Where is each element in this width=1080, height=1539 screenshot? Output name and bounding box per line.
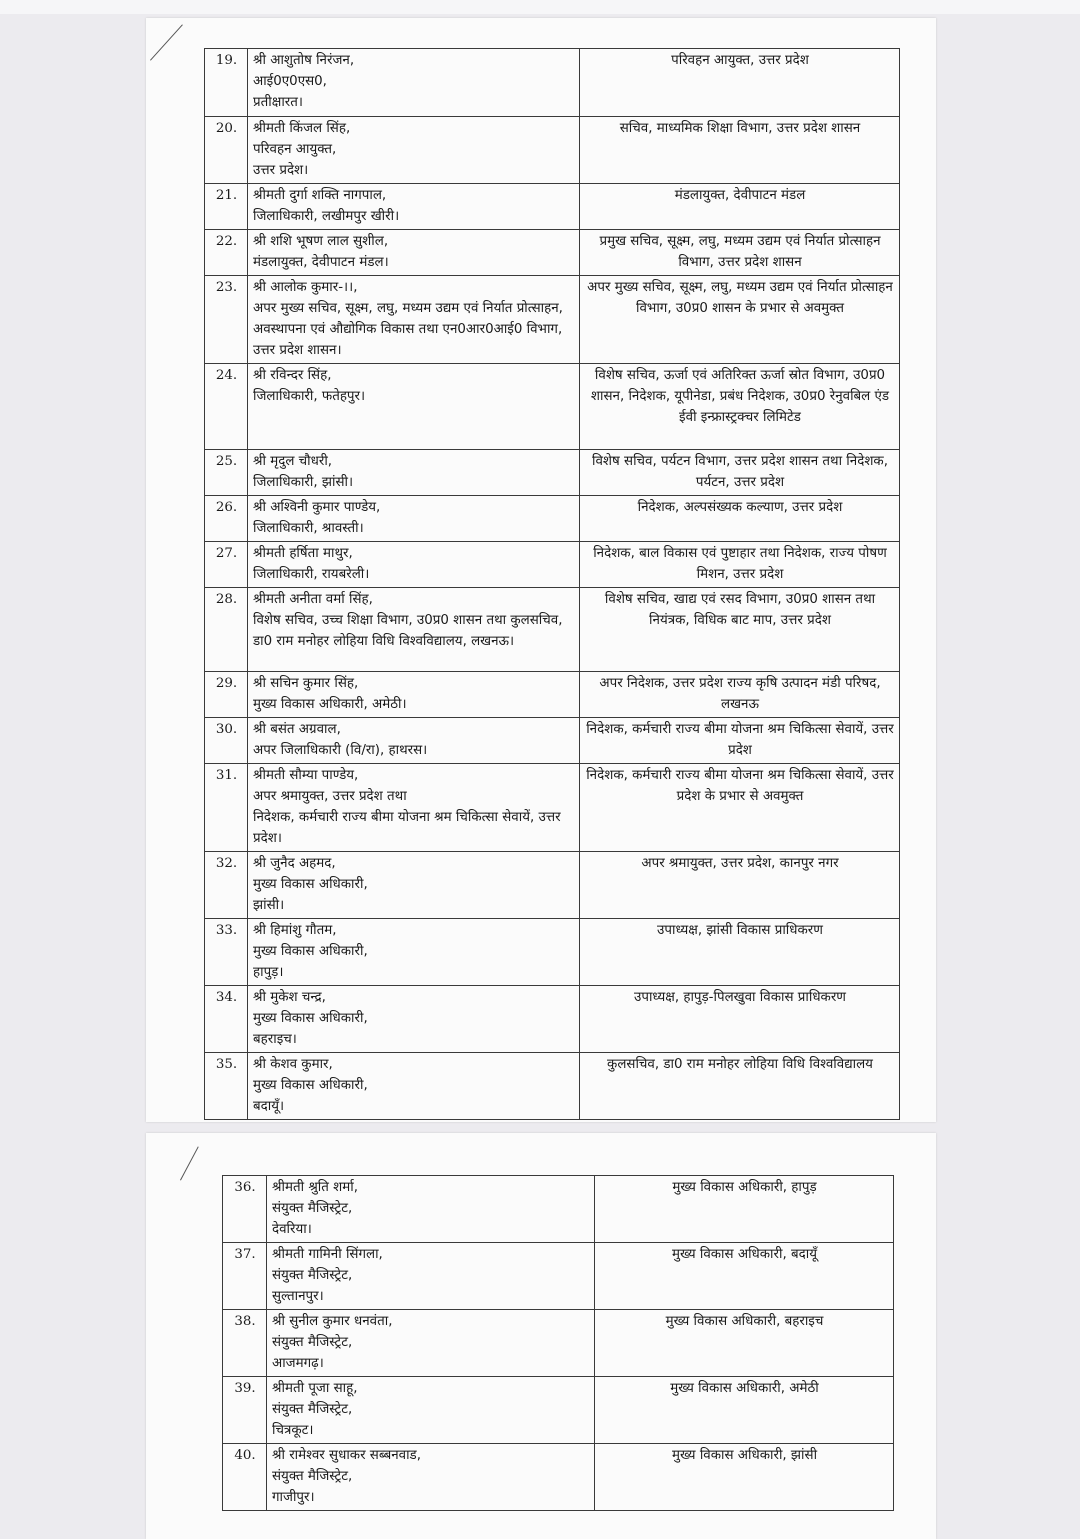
table-row	[205, 718, 900, 764]
table-row	[205, 852, 900, 919]
table-row	[205, 986, 900, 1053]
new-posting: निदेशक, अल्पसंख्यक कल्याण, उत्तर प्रदेश	[580, 496, 900, 542]
new-posting: अपर मुख्य सचिव, सूक्ष्म, लघु, मध्यम उद्यम एवं निर्यात प्रोत्साहन विभाग, उ0प्र0 शासन के प्रभार से अवमुक्त	[580, 276, 900, 364]
officer-name-current-post: श्री बसंत अग्रवाल, अपर जिलाधिकारी (वि/रा), हाथरस।	[248, 718, 580, 764]
transfer-table-page-2	[222, 1175, 894, 1511]
officer-name-current-post: श्री मुकेश चन्द्र, मुख्य विकास अधिकारी, बहराइच।	[248, 986, 580, 1053]
serial-number: 32.	[205, 852, 248, 919]
officer-name-current-post: श्रीमती अनीता वर्मा सिंह, विशेष सचिव, उच्च शिक्षा विभाग, उ0प्र0 शासन तथा कुलसचिव, डा0 राम मनोहर लोहिया विधि विश्वविद्यालय, लखनऊ।	[248, 588, 580, 672]
new-posting: मुख्य विकास अधिकारी, झांसी	[595, 1444, 894, 1511]
table-row	[223, 1377, 894, 1444]
serial-number: 35.	[205, 1053, 248, 1120]
transfer-table-page-1	[204, 48, 900, 1120]
officer-name-current-post: श्री मृदुल चौधरी, जिलाधिकारी, झांसी।	[248, 450, 580, 496]
table-row	[205, 184, 900, 230]
serial-number: 30.	[205, 718, 248, 764]
officer-name-current-post: श्री आलोक कुमार-।।, अपर मुख्य सचिव, सूक्ष्म, लघु, मध्यम उद्यम एवं निर्यात प्रोत्साहन, अवस्थापना एवं औद्योगिक विकास तथा एन0आर0आई0 विभाग, उत्तर प्रदेश शासन।	[248, 276, 580, 364]
new-posting: परिवहन आयुक्त, उत्तर प्रदेश	[580, 49, 900, 117]
new-posting: मुख्य विकास अधिकारी, बहराइच	[595, 1310, 894, 1377]
new-posting: मुख्य विकास अधिकारी, हापुड़	[595, 1176, 894, 1243]
viewer-top-bar	[0, 0, 1080, 14]
serial-number: 22.	[205, 230, 248, 276]
serial-number: 37.	[223, 1243, 267, 1310]
table-row	[205, 364, 900, 450]
new-posting: निदेशक, कर्मचारी राज्य बीमा योजना श्रम चिकित्सा सेवायें, उत्तर प्रदेश	[580, 718, 900, 764]
serial-number: 31.	[205, 764, 248, 852]
officer-name-current-post: श्रीमती हर्षिता माथुर, जिलाधिकारी, रायबरेली।	[248, 542, 580, 588]
officer-name-current-post: श्री रविन्दर सिंह, जिलाधिकारी, फतेहपुर।	[248, 364, 580, 450]
serial-number: 38.	[223, 1310, 267, 1377]
new-posting: उपाध्यक्ष, झांसी विकास प्राधिकरण	[580, 919, 900, 986]
serial-number: 29.	[205, 672, 248, 718]
new-posting: मुख्य विकास अधिकारी, अमेठी	[595, 1377, 894, 1444]
officer-name-current-post: श्री सचिन कुमार सिंह, मुख्य विकास अधिकारी, अमेठी।	[248, 672, 580, 718]
new-posting: प्रमुख सचिव, सूक्ष्म, लघु, मध्यम उद्यम एवं निर्यात प्रोत्साहन विभाग, उत्तर प्रदेश शासन	[580, 230, 900, 276]
serial-number: 39.	[223, 1377, 267, 1444]
new-posting: विशेष सचिव, पर्यटन विभाग, उत्तर प्रदेश शासन तथा निदेशक, पर्यटन, उत्तर प्रदेश	[580, 450, 900, 496]
new-posting: अपर निदेशक, उत्तर प्रदेश राज्य कृषि उत्पादन मंडी परिषद, लखनऊ	[580, 672, 900, 718]
table-body	[205, 49, 900, 1120]
serial-number: 19.	[205, 49, 248, 117]
serial-number: 25.	[205, 450, 248, 496]
officer-name-current-post: श्री शशि भूषण लाल सुशील, मंडलायुक्त, देवीपाटन मंडल।	[248, 230, 580, 276]
table-row	[223, 1243, 894, 1310]
serial-number: 34.	[205, 986, 248, 1053]
serial-number: 28.	[205, 588, 248, 672]
table-row	[205, 276, 900, 364]
new-posting: विशेष सचिव, खाद्य एवं रसद विभाग, उ0प्र0 शासन तथा नियंत्रक, विधिक बाट माप, उत्तर प्रदेश	[580, 588, 900, 672]
serial-number: 24.	[205, 364, 248, 450]
new-posting: निदेशक, कर्मचारी राज्य बीमा योजना श्रम चिकित्सा सेवायें, उत्तर प्रदेश के प्रभार से अवमुक्त	[580, 764, 900, 852]
table-row	[205, 49, 900, 117]
table-row	[223, 1176, 894, 1243]
new-posting: कुलसचिव, डा0 राम मनोहर लोहिया विधि विश्वविद्यालय	[580, 1053, 900, 1120]
officer-name-current-post: श्रीमती किंजल सिंह, परिवहन आयुक्त, उत्तर प्रदेश।	[248, 117, 580, 184]
serial-number: 21.	[205, 184, 248, 230]
new-posting: निदेशक, बाल विकास एवं पुष्टाहार तथा निदेशक, राज्य पोषण मिशन, उत्तर प्रदेश	[580, 542, 900, 588]
table-row	[223, 1444, 894, 1511]
officer-name-current-post: श्री अश्विनी कुमार पाण्डेय, जिलाधिकारी, श्रावस्ती।	[248, 496, 580, 542]
table-row	[205, 542, 900, 588]
table-row	[205, 919, 900, 986]
new-posting: विशेष सचिव, ऊर्जा एवं अतिरिक्त ऊर्जा स्रोत विभाग, उ0प्र0 शासन, निदेशक, यूपीनेडा, प्रबंध निदेशक, उ0प्र0 रेनुवबिल एंड ईवी इन्फ्रास्ट्रक्चर लिमिटेड	[580, 364, 900, 450]
table-row	[205, 588, 900, 672]
new-posting: मुख्य विकास अधिकारी, बदायूँ	[595, 1243, 894, 1310]
table-row	[205, 672, 900, 718]
officer-name-current-post: श्री केशव कुमार, मुख्य विकास अधिकारी, बदायूँ।	[248, 1053, 580, 1120]
table-body	[223, 1176, 894, 1511]
serial-number: 33.	[205, 919, 248, 986]
serial-number: 23.	[205, 276, 248, 364]
officer-name-current-post: श्री आशुतोष निरंजन, आई0ए0एस0, प्रतीक्षारत।	[248, 49, 580, 117]
table-row	[205, 450, 900, 496]
new-posting: अपर श्रमायुक्त, उत्तर प्रदेश, कानपुर नगर	[580, 852, 900, 919]
table-row	[223, 1310, 894, 1377]
new-posting: सचिव, माध्यमिक शिक्षा विभाग, उत्तर प्रदेश शासन	[580, 117, 900, 184]
serial-number: 36.	[223, 1176, 267, 1243]
officer-name-current-post: श्री जुनैद अहमद, मुख्य विकास अधिकारी, झांसी।	[248, 852, 580, 919]
officer-name-current-post: श्रीमती श्रुति शर्मा, संयुक्त मैजिस्ट्रेट, देवरिया।	[267, 1176, 595, 1243]
officer-name-current-post: श्री रामेश्वर सुधाकर सब्बनवाड, संयुक्त मैजिस्ट्रेट, गाजीपुर।	[267, 1444, 595, 1511]
new-posting: उपाध्यक्ष, हापुड़-पिलखुवा विकास प्राधिकरण	[580, 986, 900, 1053]
new-posting: मंडलायुक्त, देवीपाटन मंडल	[580, 184, 900, 230]
serial-number: 40.	[223, 1444, 267, 1511]
serial-number: 26.	[205, 496, 248, 542]
officer-name-current-post: श्रीमती सौम्या पाण्डेय, अपर श्रमायुक्त, उत्तर प्रदेश तथा निदेशक, कर्मचारी राज्य बीमा योजना श्रम चिकित्सा सेवायें, उत्तर प्रदेश।	[248, 764, 580, 852]
table-row	[205, 1053, 900, 1120]
officer-name-current-post: श्रीमती गामिनी सिंगला, संयुक्त मैजिस्ट्रेट, सुल्तानपुर।	[267, 1243, 595, 1310]
table-row	[205, 764, 900, 852]
officer-name-current-post: श्री हिमांशु गौतम, मुख्य विकास अधिकारी, हापुड़।	[248, 919, 580, 986]
serial-number: 20.	[205, 117, 248, 184]
table-row	[205, 117, 900, 184]
table-row	[205, 230, 900, 276]
officer-name-current-post: श्रीमती पूजा साहू, संयुक्त मैजिस्ट्रेट, चित्रकूट।	[267, 1377, 595, 1444]
officer-name-current-post: श्रीमती दुर्गा शक्ति नागपाल, जिलाधिकारी, लखीमपुर खीरी।	[248, 184, 580, 230]
officer-name-current-post: श्री सुनील कुमार धनवंता, संयुक्त मैजिस्ट्रेट, आजमगढ़।	[267, 1310, 595, 1377]
serial-number: 27.	[205, 542, 248, 588]
table-row	[205, 496, 900, 542]
